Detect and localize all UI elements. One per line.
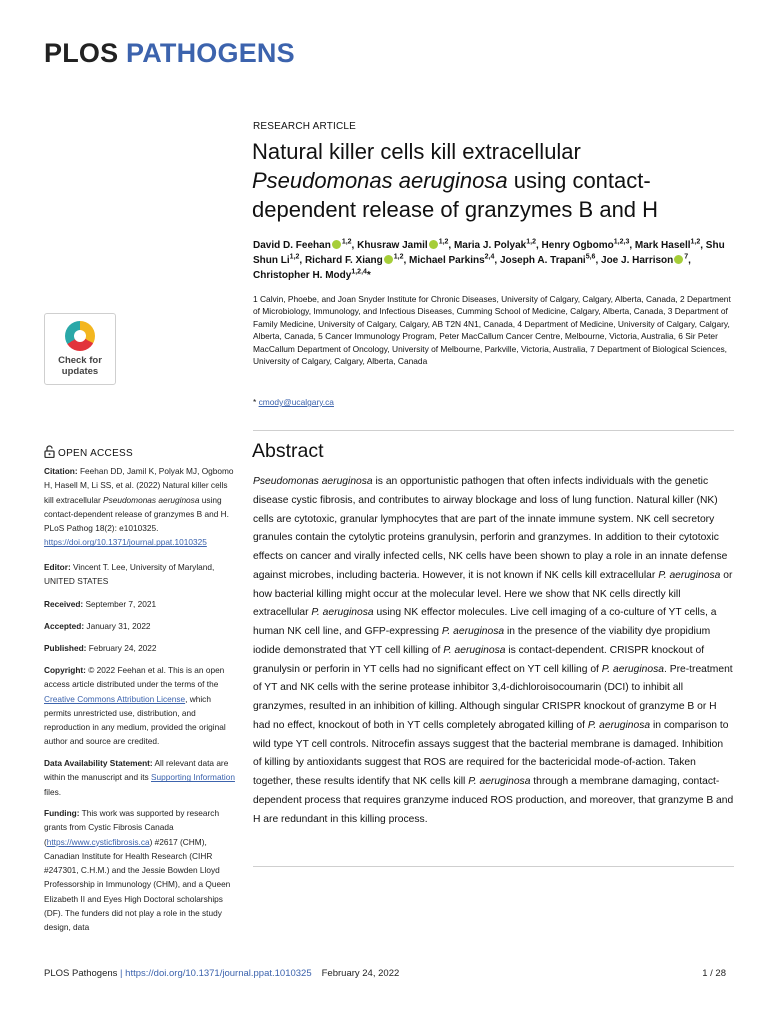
title-species: Pseudomonas aeruginosa — [252, 168, 508, 193]
species-name: P. aeruginosa — [601, 663, 664, 675]
check-for-updates-badge[interactable] — [44, 313, 116, 385]
author-name: , Joseph A. Trapani — [494, 255, 586, 266]
author-name: , Richard F. Xiang — [299, 255, 383, 266]
abstract-text: is contact-dependent. CRISPR knockout of granulysin or perforin in YT cells had no significant effect on YT cell killing of — [253, 644, 705, 675]
divider — [253, 866, 734, 867]
abstract-text: through a membrane damaging, contact-dependent process that requires granzyme induced ROS production, and moreover, that granzyme B and H are redundant in this killing process. — [253, 776, 734, 825]
footer-journal: PLOS Pathogens — [44, 968, 118, 979]
author-name: , Mark Hasell — [629, 240, 691, 251]
author-name: , Joe J. Harrison — [595, 255, 674, 266]
abstract-text: in the presence of the viability dye propidium iodide demonstrated that YT cell killing of — [253, 626, 711, 656]
copyright: Copyright: © 2022 Feehan et al. This is an open access article distributed under the terms of the Creative Commons Attribution License, which permits unrestricted use, distribution, and reproduction in any medium, provided the original author and source are credited. — [44, 665, 226, 747]
crossmark-icon — [65, 321, 95, 351]
author-affil: 7 — [684, 253, 689, 261]
author-affil: 1,2,3 — [613, 238, 630, 246]
corresponding-mark: * — [253, 397, 257, 407]
accepted-date: Accepted: January 31, 2022 — [44, 621, 151, 631]
author-affil: 1,2 — [526, 238, 536, 246]
journal-name-part2: PATHOGENS — [126, 38, 295, 68]
funding: Funding: This work was supported by research grants from Cystic Fibrosis Canada (https://www.cysticfibrosis.ca) #2617 (CHM), Canadian Institute for Health Research (CIHR #247301, C.H.M.) and the Jessie Bowden Lloyd Professorship in Immunology (CHM), and a Queen Elizabeth II and Eyes High Doctoral scholarships (DF). The funders did not play a role in the study design, data — [44, 808, 231, 933]
corresponding-author — [253, 397, 334, 407]
author-name: David D. Feehan — [253, 240, 331, 251]
species-name: Pseudomonas aeruginosa — [253, 476, 373, 487]
open-access-label — [44, 445, 133, 461]
author-name: , Henry Ogbomo — [535, 240, 614, 251]
author-list — [253, 238, 733, 283]
data-availability: Data Availability Statement: All relevant data are within the manuscript and its Supporting Information files. — [44, 758, 235, 797]
author-name: , Shu Shun Li — [253, 240, 725, 266]
title-line-2-rest: using contact- — [507, 168, 651, 193]
abstract-text: is an opportunistic pathogen that often infects individuals with the genetic disease cystic fibrosis, and contributes to airway blockage and loss of lung function. Natural killer (NK) cells are cytotoxic, granular lymphocytes that are part of the innate immune system. NK cell secretory granules contain the cytolytic proteins granulysin, perforin and granzymes. In addition to their cytotoxic effects on cancer and virally infected cells, NK cells have been shown to play a role in an innate defense against microbes, including bacteria. However, it is not known if NK cells kill extracellular — [253, 476, 728, 581]
author-name: , Khusraw Jamil — [351, 240, 428, 251]
author-affil: 1,2 — [393, 253, 404, 261]
author-affil: 1,2 — [438, 238, 449, 246]
editor: Editor: Vincent T. Lee, University of Maryland, UNITED STATES — [44, 562, 215, 587]
abstract-body — [253, 473, 734, 829]
article-type: RESEARCH ARTICLE — [253, 121, 357, 132]
abstract-text: in comparison to wild type YT cell controls. Nitrocefin assays suggest that the bacterial membrane is damaged. Inhibition of killing by antioxidants suggest that ROS are required for the bactericidal mode-of-action. Taken together, these results identify that NK cells kill — [253, 719, 729, 787]
author-affil: 1,2,4 — [351, 268, 367, 276]
citation: Citation: Feehan DD, Jamil K, Polyak MJ, Ogbomo H, Hasell M, Li SS, et al. (2022) Natural killer cells kill extracellular Pseudomonas aeruginosa using contact-dependent release of granzymes B and H. PLoS Pathog 18(2): e1010325. https://doi.org/10.1371/journal.ppat.1010325 — [44, 466, 234, 548]
journal-name-part1: PLOS — [44, 38, 119, 68]
page-footer: PLOS Pathogens | https://doi.org/10.1371/journal.ppat.1010325 February 24, 2022 — [44, 968, 400, 979]
funder-link[interactable]: https://www.cysticfibrosis.ca — [46, 836, 150, 847]
divider — [253, 430, 734, 431]
email-link[interactable]: cmody@ucalgary.ca — [258, 397, 334, 407]
title-line-1: Natural killer cells kill extracellular — [252, 139, 581, 164]
author-affil: 5,6 — [585, 253, 596, 261]
orcid-icon[interactable] — [384, 255, 393, 264]
footer-date: February 24, 2022 — [321, 968, 400, 979]
doi-link[interactable]: https://doi.org/10.1371/journal.ppat.1010325 — [44, 537, 207, 548]
abstract-text: using NK effector molecules. Live cell imaging of a co-culture of YT cells, a human NK cell line, and GFP-expressing — [253, 607, 717, 637]
page-number: 1 / 28 — [702, 968, 726, 979]
footer-doi-link[interactable]: https://doi.org/10.1371/journal.ppat.1010325 — [125, 968, 312, 979]
article-title — [252, 137, 732, 224]
orcid-icon[interactable] — [674, 255, 683, 264]
species-name: P. aeruginosa — [468, 776, 531, 787]
affiliations: 1 Calvin, Phoebe, and Joan Snyder Institute for Chronic Diseases, University of Calgary, Calgary, Alberta, Canada, 2 Department of Microbiology, Immunology, and Infectious Diseases, Cumming School of Medicine, Calgary, Alberta, Canada, 3 Department of Family Medicine, University of Calgary, Calgary, AB T2N 4N1, Canada, 4 Department of Medicine, University of Calgary, Calgary, Alberta, Canada, 5 Cancer Immunology Program, Peter MacCallum Cancer Centre, Melbourne, Victoria, Australia, 6 Sir Peter MacCallum Department of Oncology, University of Melbourne, Parkville, Victoria, Australia, 7 Department of Biological Sciences, University of Calgary, Calgary, Alberta, Canada — [253, 294, 731, 367]
corresponding-mark: * — [366, 270, 371, 281]
author-name: , Maria J. Polyak — [448, 240, 527, 251]
author-affil: 2,4 — [484, 253, 495, 261]
species-name: P. aeruginosa — [311, 607, 374, 619]
author-affil: 1,2 — [289, 253, 300, 261]
check-for-updates-label: Check for updates — [58, 355, 102, 377]
author-name: , Christopher H. Mody — [253, 255, 691, 281]
species-name: P. aeruginosa — [587, 719, 651, 731]
orcid-icon[interactable] — [332, 240, 341, 249]
author-name: , Michael Parkins — [403, 255, 485, 266]
author-affil: 1,2 — [341, 238, 352, 246]
title-line-3: dependent release of granzymes B and H — [252, 197, 659, 222]
published-date: Published: February 24, 2022 — [44, 643, 157, 653]
author-affil: 1,2 — [690, 238, 701, 246]
open-lock-icon — [44, 445, 55, 461]
open-access-text: OPEN ACCESS — [58, 448, 133, 459]
license-link[interactable]: Creative Commons Attribution License — [44, 693, 186, 704]
orcid-icon[interactable] — [429, 240, 438, 249]
received-date: Received: September 7, 2021 — [44, 599, 157, 609]
title-line-2 — [252, 166, 732, 195]
supporting-info-link[interactable]: Supporting Information — [151, 772, 235, 783]
abstract-text: or how bacterial killing might occur at the molecular level. Here we show that NK cells directly kill extracellular — [253, 569, 733, 619]
species-name: P. aeruginosa — [443, 644, 506, 656]
abstract-heading: Abstract — [252, 440, 324, 462]
abstract-text: . Pre-treatment of YT and NK cells with the serine protease inhibitor 3,4-dichloroisocoumarin (DCI) to inhibit all granzymes, resulted in an inhibition of killing. Although singular CRISPR knockout of granzyme B or H had no effect, knockout of both in YT cells completely abrogated killing of — [253, 663, 733, 731]
journal-logo — [44, 38, 295, 69]
species-name: P. aeruginosa — [441, 626, 505, 637]
species-name: P. aeruginosa — [658, 569, 721, 581]
